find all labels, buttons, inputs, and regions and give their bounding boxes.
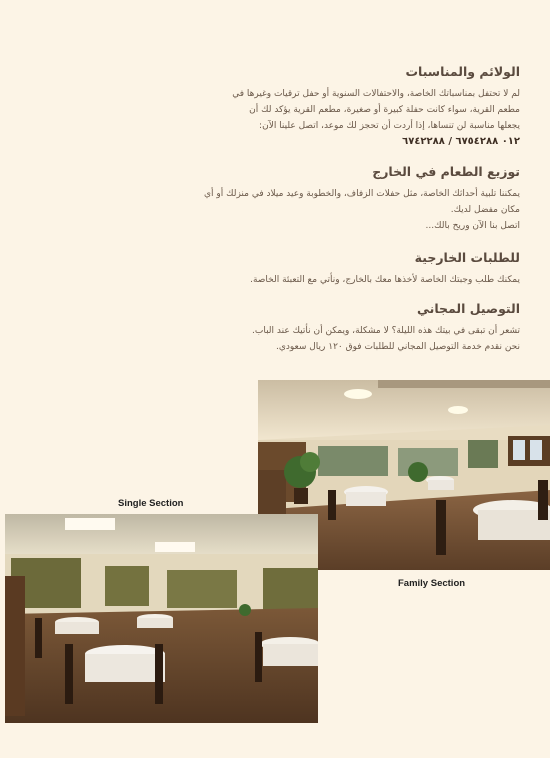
phone-number: ٠١٢ ٦٧٥٤٢٨٨ / ٦٧٤٢٢٨٨ (402, 136, 520, 147)
section-heading: توزيع الطعام في الخارج (372, 164, 520, 179)
section-line: مكان مفضل لديك. (450, 205, 520, 215)
section-line: تشعر أن تبقى في بيتك هذه الليلة؟ لا مشكلة، ويمكن أن نأتيك عند الباب. (252, 326, 520, 336)
section-heading: الولائم والمناسبات (405, 64, 520, 79)
section-heading: التوصيل المجاني (416, 301, 520, 316)
section-banquets (50, 64, 520, 150)
single-section-photo (5, 514, 318, 723)
section-line: اتصل بنا الآن وريح بالك... (425, 221, 520, 231)
section-line: يمكنك طلب وجبتك الخاصة لأخذها معك بالخارج، ونأتي مع التعبئة الخاصة. (250, 275, 520, 285)
section-line: يجعلها مناسبة لن تنساها، إذا أردت أن تحجز لك موعد، اتصل علينا الآن: (259, 121, 520, 131)
section-line: نحن نقدم خدمة التوصيل المجاني للطلبات فوق ١٢٠ ريال سعودي. (275, 342, 520, 352)
section-line: مطعم القرية، سواء كانت حفلة كبيرة أو صغيرة، مطعم القرية يؤكد لك أن (249, 105, 520, 115)
section-line: يمكننا تلبية أحداثك الخاصة، مثل حفلات الزفاف، والخطوبة وعيد ميلاد في منزلك أو أي (204, 189, 520, 199)
section-outside-catering (50, 164, 520, 234)
section-line: لم لا تحتفل بمناسباتك الخاصة، والاحتفالات السنوية أو حفل ترقيات وغيرها في (232, 89, 520, 99)
section-heading: للطلبات الخارجية (414, 250, 520, 265)
section-takeaway (50, 250, 520, 288)
single-section-caption: Single Section (118, 498, 184, 509)
section-free-delivery (50, 301, 520, 355)
family-section-caption: Family Section (398, 578, 466, 589)
